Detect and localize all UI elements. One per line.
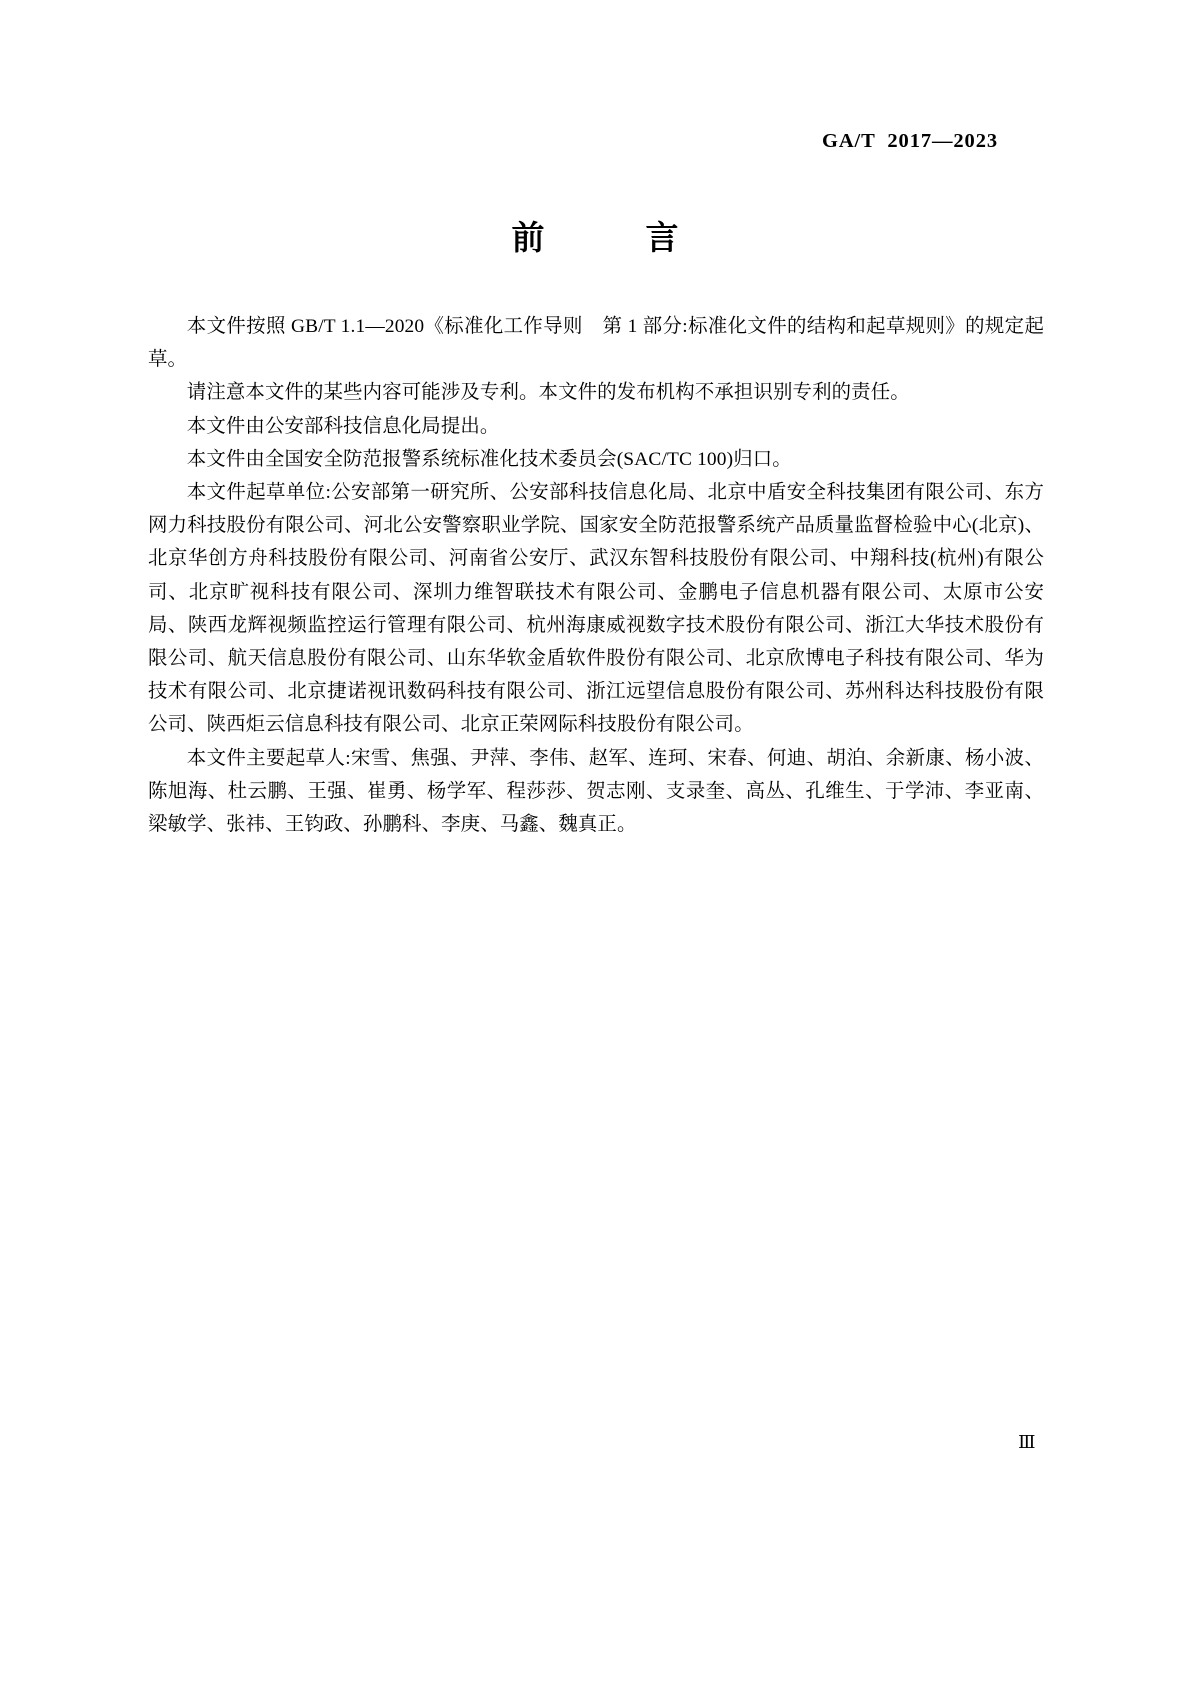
paragraph-administered-by: 本文件由全国安全防范报警系统标准化技术委员会(SAC/TC 100)归口。 xyxy=(186,448,792,470)
paragraph-basis: 本文件按照 GB/T 1.1—2020《标准化工作导则 第 1 部分:标准化文件的结构和起草规则》的规定起草。 xyxy=(148,316,1044,371)
page-title: 前 言 xyxy=(511,218,680,257)
paragraph-patent-notice: 请注意本文件的某些内容可能涉及专利。本文件的发布机构不承担识别专利的责任。 xyxy=(186,382,910,404)
paragraph-proposed-by: 本文件由公安部科技信息化局提出。 xyxy=(186,415,500,437)
page-title-block xyxy=(0,212,1191,259)
body-text-column xyxy=(148,310,1044,841)
page-number: Ⅲ xyxy=(1018,1432,1036,1452)
paragraph-principal-drafters: 本文件主要起草人:宋雪、焦强、尹萍、李伟、赵军、连珂、宋春、何迪、胡泊、余新康、杨小波、陈旭海、杜云鹏、王强、崔勇、杨学军、程莎莎、贺志刚、支录奎、高丛、孔维生、于学沛、李亚南、梁敏学、张祎、王钧政、孙鹏科、李庚、马鑫、魏真正。 xyxy=(148,747,1044,836)
running-header xyxy=(0,130,1191,153)
page-folio xyxy=(0,1432,1191,1453)
paragraph-drafting-organizations: 本文件起草单位:公安部第一研究所、公安部科技信息化局、北京中盾安全科技集团有限公司、东方网力科技股份有限公司、河北公安警察职业学院、国家安全防范报警系统产品质量监督检验中心(北京)、北京华创方舟科技股份有限公司、河南省公安厅、武汉东智科技股份有限公司、中翔科技(杭州)有限公司、北京旷视科技有限公司、深圳力维智联技术有限公司、金鹏电子信息机器有限公司、太原市公安局、陕西龙辉视频监控运行管理有限公司、杭州海康威视数字技术股份有限公司、浙江大华技术股份有限公司、航天信息股份有限公司、山东华软金盾软件股份有限公司、北京欣博电子科技有限公司、华为技术有限公司、北京捷诺视讯数码科技有限公司、浙江远望信息股份有限公司、苏州科达科技股份有限公司、陕西炬云信息科技有限公司、北京正荣网际科技股份有限公司。 xyxy=(148,482,1044,736)
standard-code: GA/T 2017—2023 xyxy=(822,130,998,152)
